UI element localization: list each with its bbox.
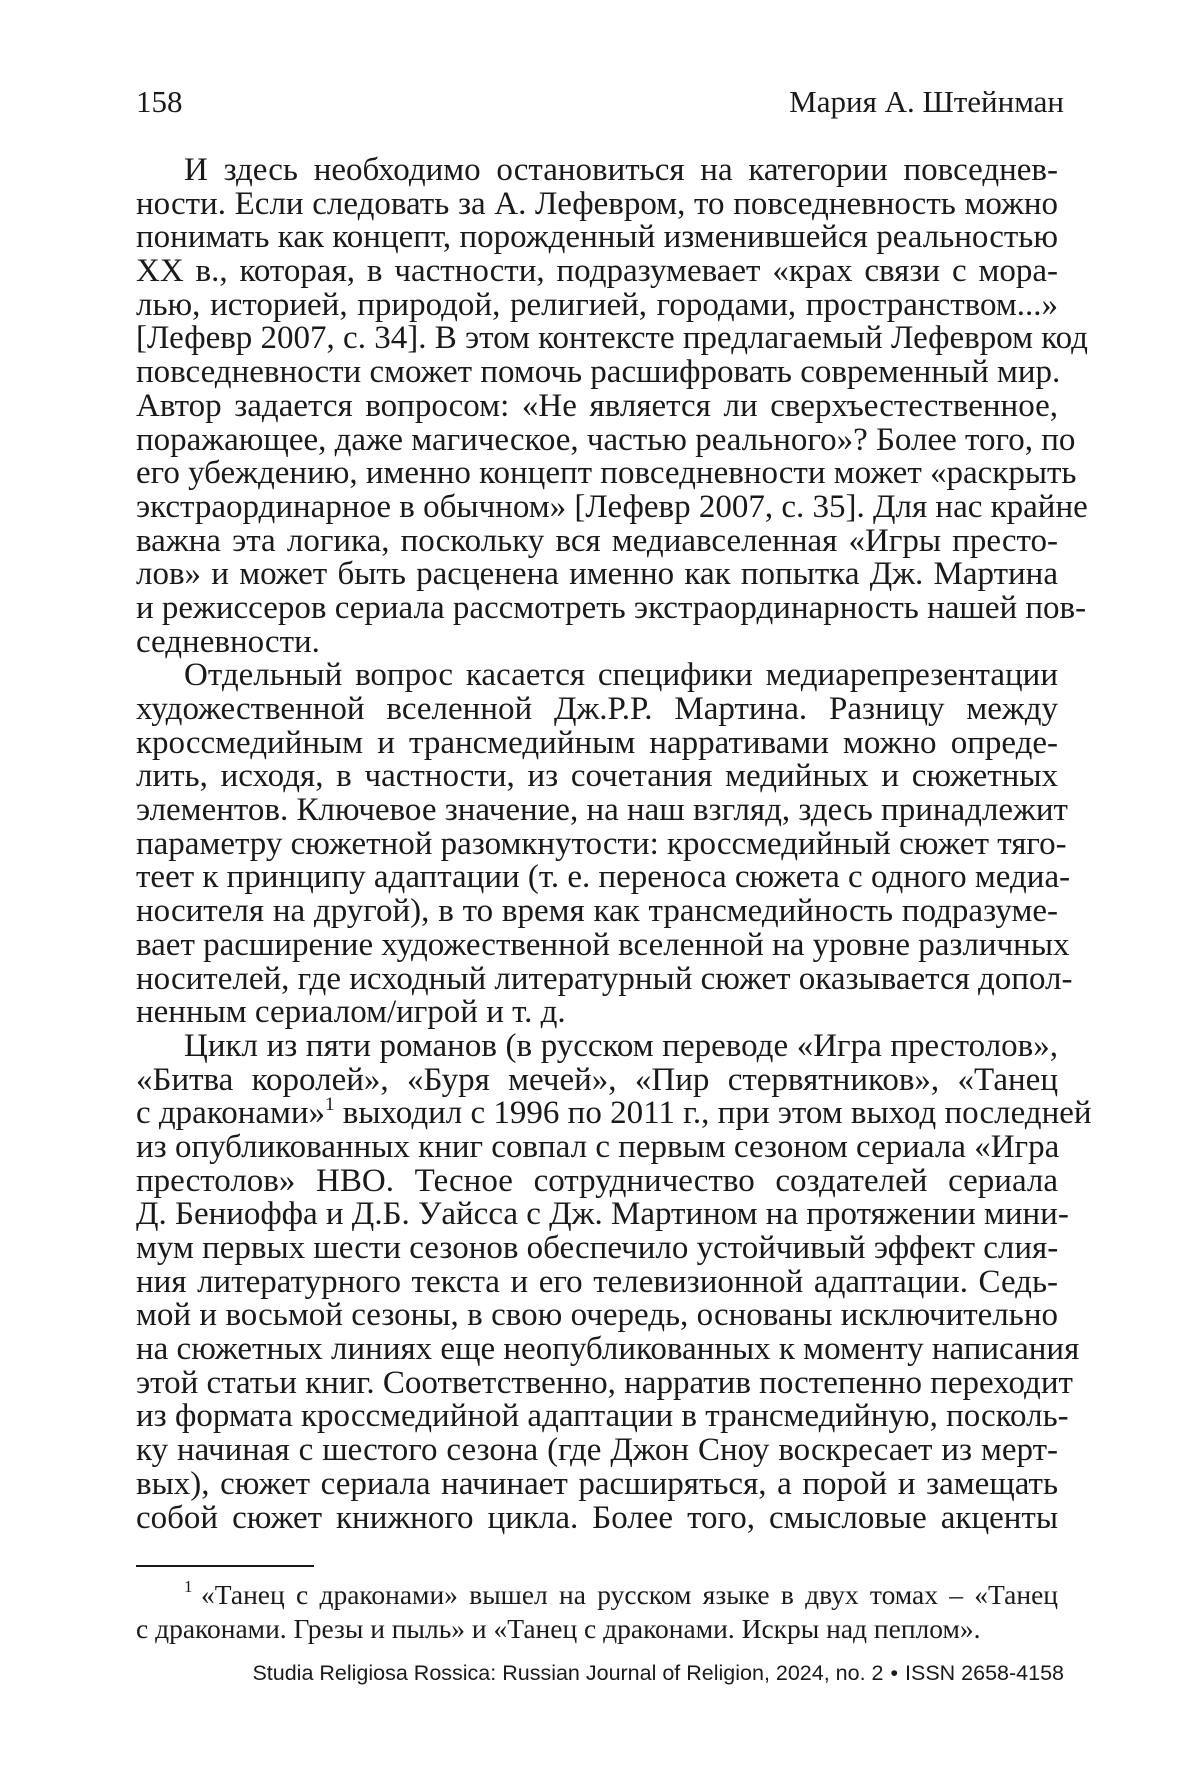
text-line: элементов. Ключевое значение, на наш взгляд, здесь принадлежит <box>136 792 1068 829</box>
text-line: этой статьи книг. Соответственно, нарратив постепенно переходит <box>136 1364 1073 1401</box>
text-line: Автор задается вопросом: «Не является ли сверхъестественное, <box>136 387 1058 424</box>
text-segment: выходил с 1996 по 2011 г., при этом выход последней <box>334 1095 1092 1132</box>
text-line: понимать как концепт, порожденный изменившейся реальностью <box>136 219 1058 256</box>
text-line: лить, исходя, в частности, из сочетания медийных и сюжетных <box>136 758 1058 795</box>
footnote-mark: 1 <box>184 1577 201 1596</box>
text-line: мой и восьмой сезоны, в свою очередь, основаны исключительно <box>136 1297 1058 1334</box>
paragraph-2 <box>136 657 1073 1031</box>
text-line: Цикл из пяти романов (в русском переводе «Игра престолов», <box>184 1027 1058 1064</box>
issn: ISSN 2658-4158 <box>905 1661 1064 1685</box>
text-line: его убеждению, именно концепт повседневности может «раскрыть <box>136 455 1077 492</box>
text-line: на сюжетных линиях еще неопубликованных к моменту написания <box>136 1331 1080 1368</box>
journal-citation: Studia Religiosa Rossica: Russian Journal of Religion, 2024, no. 2 <box>252 1661 884 1685</box>
text-line: мум первых шести сезонов обеспечило устойчивый эффект слия- <box>136 1230 1059 1266</box>
footnote-divider <box>136 1565 314 1567</box>
text-line: теет к принципу адаптации (т. е. переноса сюжета с одного медиа- <box>136 859 1071 896</box>
text-line-with-footnote-ref <box>136 1094 1092 1132</box>
paragraph-3 <box>136 1027 1092 1536</box>
footnote-1 <box>136 1577 1058 1644</box>
text-line: Отдельный вопрос касается специфики медиарепрезентации <box>184 657 1058 694</box>
text-line: повседневности сможет помочь расшифровать современный мир. <box>136 354 1061 391</box>
text-line: собой сюжет книжного цикла. Более того, смысловые акценты <box>136 1499 1058 1536</box>
footnote-line: с драконами. Грезы и пыль» и «Танец с драконами. Искры над пеплом». <box>136 1612 981 1644</box>
footnote-line <box>136 1577 1058 1611</box>
text-line: художественной вселенной Дж.Р.Р. Мартина. Разницу между <box>136 691 1058 727</box>
text-line: экстраординарное в обычном» [Лефевр 2007, с. 35]. Для нас крайне <box>136 488 1088 525</box>
text-line: кроссмедийным и трансмедийным нарративами можно опреде- <box>136 724 1058 761</box>
text-line: ности. Если следовать за А. Лефевром, то повседневность можно <box>136 185 1058 222</box>
text-line: лью, историей, природой, религией, городами, пространством...» <box>136 286 1058 323</box>
text-line: престолов» HBO. Тесное сотрудничество создателей сериала <box>136 1162 1058 1199</box>
text-line: «Битва королей», «Буря мечей», «Пир стервятников», «Танец <box>136 1061 1058 1098</box>
text-line: носителей, где исходный литературный сюжет оказывается допол- <box>136 960 1073 997</box>
text-line: параметру сюжетной разомкнутости: кроссмедийный сюжет тяго- <box>136 825 1067 862</box>
text-line: вых), сюжет сериала начинает расширяться, а порой и замещать <box>136 1465 1058 1502</box>
text-line: и режиссеров сериала рассмотреть экстраординарность нашей пов- <box>136 589 1087 626</box>
text-line: [Лефевр 2007, с. 34]. В этом контексте предлагаемый Лефевром код <box>136 320 1088 357</box>
text-segment: с драконами» <box>136 1095 326 1132</box>
page-header <box>136 82 1064 122</box>
text-line: ку начиная с шестого сезона (где Джон Сноу воскресает из мерт- <box>136 1432 1058 1469</box>
text-line: Д. Бениоффа и Д.Б. Уайсса с Дж. Мартином на протяжении мини- <box>136 1196 1069 1233</box>
text-line: И здесь необходимо остановиться на категории повседнев- <box>184 152 1058 188</box>
text-line: из опубликованных книг совпал с первым сезоном сериала «Игра <box>136 1128 1060 1165</box>
paragraph-1 <box>136 152 1088 660</box>
text-line: из формата кроссмедийной адаптации в трансмедийную, посколь- <box>136 1398 1069 1435</box>
text-line: важна эта логика, поскольку вся медиавселенная «Игры престо- <box>136 522 1058 559</box>
text-line: носителя на другой), в то время как трансмедийность подразуме- <box>136 893 1058 930</box>
text-line: XX в., которая, в частности, подразумевает «крах связи с мора- <box>136 253 1058 290</box>
text-line: ния литературного текста и его телевизионной адаптации. Седь- <box>136 1263 1058 1300</box>
running-head-author: Мария А. Штейнман <box>789 84 1064 119</box>
journal-footer <box>252 1659 1064 1687</box>
footnote-text: «Танец с драконами» вышел на русском языке в двух томах – «Танец <box>201 1579 1058 1610</box>
text-line: лов» и может быть расценена именно как попытка Дж. Мартина <box>136 556 1058 593</box>
text-line: седневности. <box>136 623 320 660</box>
bullet-separator: • <box>890 1661 899 1685</box>
footnote-reference[interactable]: 1 <box>325 1094 335 1116</box>
text-line: ненным сериалом/игрой и т. д. <box>136 994 566 1031</box>
body-text <box>136 152 1092 1536</box>
text-line: поражающее, даже магическое, частью реального»? Более того, по <box>136 421 1076 458</box>
page-number: 158 <box>136 84 183 119</box>
text-line: вает расширение художественной вселенной на уровне различных <box>136 926 1070 963</box>
